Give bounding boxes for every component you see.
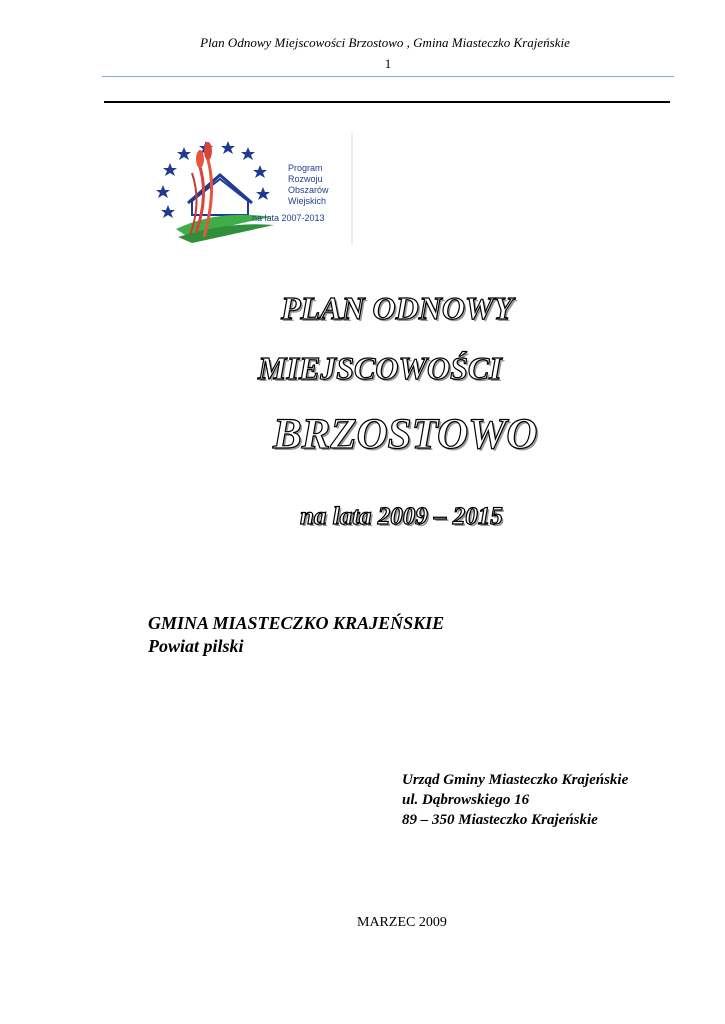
logo-line: Rozwoju [288,174,323,184]
document-title-line-2: MIEJSCOWOŚCI [258,350,502,386]
office-name: Urząd Gminy Miasteczko Krajeńskie [402,772,629,788]
program-logo [148,133,353,245]
page-number: 1 [384,56,392,71]
office-city: 89 – 350 Miasteczko Krajeńskie [402,812,598,828]
logo-period: na lata 2007-2013 [252,213,325,223]
village-name: BRZOSTOWO [273,411,538,458]
running-header: Plan Odnowy Miejscowości Brzostowo , Gmina Miasteczko Krajeńskie [200,35,570,50]
municipality-name: GMINA MIASTECZKO KRAJEŃSKIE [148,613,445,633]
logo-program-name [288,163,329,207]
document-title-line-1: PLAN ODNOWY [281,290,513,326]
header-divider [102,76,674,77]
document-date: MARZEC 2009 [357,915,447,930]
logo-line: Obszarów [288,185,329,195]
district-name: Powiat pilski [148,636,244,656]
logo-line: Wiejskich [288,196,327,206]
plan-period: na lata 2009 – 2015 [300,503,503,530]
title-divider [104,101,670,103]
office-address [402,770,628,830]
office-street: ul. Dąbrowskiego 16 [402,792,530,808]
logo-line: Program [288,163,323,173]
municipality-block [148,612,444,658]
